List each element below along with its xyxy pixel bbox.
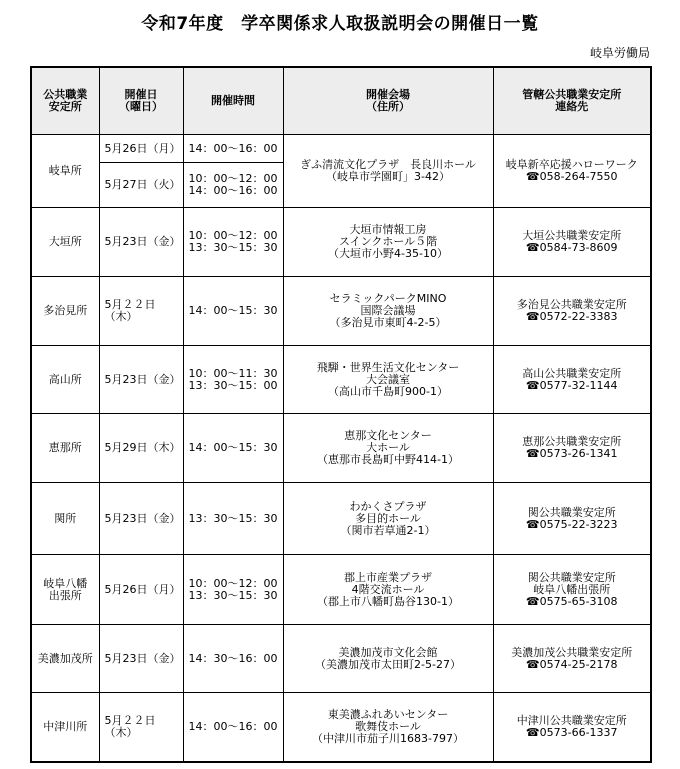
cell-date: 5月23日（金） (99, 483, 183, 555)
table-row (31, 208, 651, 277)
cell-date: 5月23日（金） (99, 625, 183, 693)
cell-time: 10：00〜12：00 13：30〜15：30 (183, 555, 283, 625)
date-line: 5月26日（月） (100, 135, 183, 163)
organization-name: 岐阜労働局 (589, 46, 650, 60)
cell-contact: 多治見公共職業安定所 ☎0572-22-3383 (493, 277, 651, 346)
cell-venue: ぎふ清流文化プラザ 長良川ホール （岐阜市学園町」3-42） (283, 135, 493, 208)
cell-time (183, 135, 283, 208)
cell-date: 5月２２日（木） (99, 693, 183, 762)
cell-contact: 美濃加茂公共職業安定所 ☎0574-25-2178 (493, 625, 651, 693)
cell-contact: 岐阜新卒応援ハローワーク ☎058-264-7550 (493, 135, 651, 208)
date-line: 5月27日（火） (104, 178, 181, 191)
cell-time: 13：30〜15：30 (183, 483, 283, 555)
cell-office: 関所 (31, 483, 99, 555)
cell-venue: 恵那文化センター 大ホール （恵那市長島町中野414-1） (283, 414, 493, 483)
cell-venue: 大垣市情報工房 スインクホール５階 （大垣市小野4-35-10） (283, 208, 493, 277)
header-time: 開催時間 (183, 67, 283, 135)
page-title: 令和7年度 学卒関係求人取扱説明会の開催日一覧 (141, 14, 539, 34)
table-row (31, 346, 651, 414)
cell-office: 大垣所 (31, 208, 99, 277)
table-row (31, 555, 651, 625)
cell-contact: 大垣公共職業安定所 ☎0584-73-8609 (493, 208, 651, 277)
cell-venue: 郡上市産業プラザ 4階交流ホール （郡上市八幡町島谷130-1） (283, 555, 493, 625)
cell-time: 14：00〜16：00 (183, 693, 283, 762)
cell-office: 岐阜所 (31, 135, 99, 208)
cell-contact: 中津川公共職業安定所 ☎0573-66-1337 (493, 693, 651, 762)
header-venue: 開催会場 （住所） (283, 67, 493, 135)
schedule-table (30, 66, 652, 763)
cell-contact: 関公共職業安定所 岐阜八幡出張所 ☎0575-65-3108 (493, 555, 651, 625)
time-line: 10：00〜12：00 14：00〜16：00 (188, 172, 278, 197)
cell-date: 5月23日（金） (99, 346, 183, 414)
cell-venue: 飛騨・世界生活文化センター 大会議室 （高山市千島町900-1） (283, 346, 493, 414)
cell-contact: 関公共職業安定所 ☎0575-22-3223 (493, 483, 651, 555)
cell-time: 14：00〜15：30 (183, 277, 283, 346)
cell-venue: わかくさプラザ 多目的ホール （関市若草通2-1） (283, 483, 493, 555)
cell-contact: 高山公共職業安定所 ☎0577-32-1144 (493, 346, 651, 414)
table-row (31, 625, 651, 693)
header-contact: 管轄公共職業安定所 連絡先 (493, 67, 651, 135)
cell-venue: 美濃加茂市文化会館 （美濃加茂市太田町2-5-27） (283, 625, 493, 693)
table-row (31, 483, 651, 555)
cell-office: 中津川所 (31, 693, 99, 762)
cell-time: 14：30〜16：00 (183, 625, 283, 693)
header-row (31, 67, 651, 135)
cell-venue: セラミックパークMINO 国際会議場 （多治見市東町4-2-5） (283, 277, 493, 346)
table-row (31, 693, 651, 762)
cell-office: 多治見所 (31, 277, 99, 346)
cell-contact: 恵那公共職業安定所 ☎0573-26-1341 (493, 414, 651, 483)
cell-time: 10：00〜12：00 13：30〜15：30 (183, 208, 283, 277)
cell-date: 5月２２日（木） (99, 277, 183, 346)
cell-time: 14：00〜15：30 (183, 414, 283, 483)
time-line: 14：00〜16：00 (184, 135, 283, 163)
cell-office: 美濃加茂所 (31, 625, 99, 693)
header-office: 公共職業 安定所 (31, 67, 99, 135)
cell-date: 5月26日（月） (99, 555, 183, 625)
table-row (31, 135, 651, 208)
cell-date: 5月23日（金） (99, 208, 183, 277)
cell-date (99, 135, 183, 208)
cell-venue: 東美濃ふれあいセンター 歌舞伎ホール （中津川市茄子川1683-797） (283, 693, 493, 762)
table-row (31, 277, 651, 346)
cell-time: 10：00〜11：30 13：30〜15：00 (183, 346, 283, 414)
cell-office: 恵那所 (31, 414, 99, 483)
cell-office: 高山所 (31, 346, 99, 414)
cell-office: 岐阜八幡 出張所 (31, 555, 99, 625)
header-date: 開催日 （曜日） (99, 67, 183, 135)
cell-date: 5月29日（木） (99, 414, 183, 483)
table-row (31, 414, 651, 483)
